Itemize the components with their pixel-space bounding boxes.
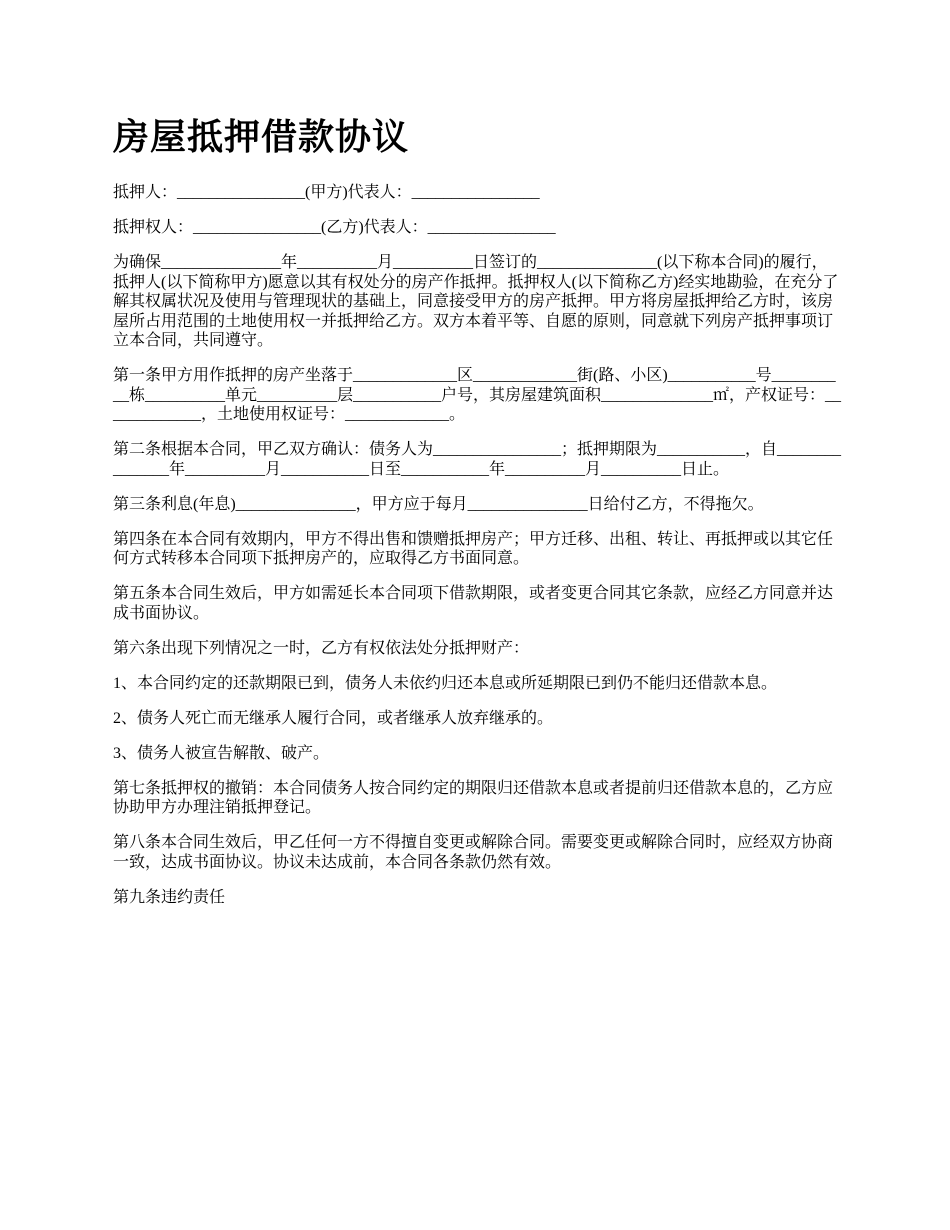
article-6: 第六条出现下列情况之一时，乙方有权依法处分抵押财产： bbox=[113, 639, 530, 657]
article-5: 第五条本合同生效后，甲方如需延长本合同项下借款期限，或者变更合同其它条款，应经乙方同意并达成书面协议。 bbox=[113, 585, 834, 622]
article-3: 第三条利息(年息)_______________，甲方应于每月_______________日给付乙方，不得拖欠。 bbox=[113, 495, 764, 513]
mortgagor-line: 抵押人：________________(甲方)代表人：________________ bbox=[113, 184, 540, 201]
article-4: 第四条在本合同有效期内，甲方不得出售和馈赠抵押房产；甲方迁移、出租、转让、再抵押或以其它任何方式转移本合同项下抵押房产的，应取得乙方书面同意。 bbox=[113, 530, 834, 567]
article-9-heading: 第九条违约责任 bbox=[113, 888, 226, 906]
article-8: 第八条本合同生效后，甲乙任何一方不得擅自变更或解除合同。需要变更或解除合同时，应经双方协商一致，达成书面协议。协议未达成前，本合同各条款仍然有效。 bbox=[113, 834, 834, 871]
mortgagee-line: 抵押权人：________________(乙方)代表人：________________ bbox=[113, 219, 556, 236]
article-7: 第七条抵押权的撤销：本合同债务人按合同约定的期限归还借款本息或者提前归还借款本息的，乙方应协助甲方办理注销抵押登记。 bbox=[113, 779, 834, 816]
document-page bbox=[113, 112, 841, 923]
article-6-item-2: 2、债务人死亡而无继承人履行合同，或者继承人放弃继承的。 bbox=[113, 709, 554, 727]
article-6-item-3: 3、债务人被宣告解散、破产。 bbox=[113, 744, 330, 762]
article-6-item-1: 1、本合同约定的还款期限已到，债务人未依约归还本息或所延期限已到仍不能归还借款本息。 bbox=[113, 674, 778, 692]
article-2: 第二条根据本合同，甲乙双方确认：债务人为________________；抵押期限为___________，自_______________年__________月___________日至___________年__________月__________日止。 bbox=[113, 441, 842, 478]
preamble-paragraph: 为确保_______________年__________月__________日签订的_______________(以下称本合同)的履行，抵押人(以下简称甲方)愿意以其有权处分的房产作抵押。抵押权人(以下简称乙方)经实地勘验，在充分了解其权属状况及使用与管理现状的基础上，同意接受甲方的房产抵押。甲方将房屋抵押给乙方时，该房屋所占用范围的土地使用权一并抵押给乙方。双方本着平等、自愿的原则，同意就下列房产抵押事项订立本合同，共同遵守。 bbox=[113, 254, 839, 349]
document-title: 房屋抵押借款协议 bbox=[113, 117, 410, 157]
article-1: 第一条甲方用作抵押的房产坐落于_____________区_____________街(路、小区)___________号__________栋__________单元__________层___________户号，其房屋建筑面积______________㎡，产权证号：_____________，土地使用权证号：_____________。 bbox=[113, 367, 842, 423]
